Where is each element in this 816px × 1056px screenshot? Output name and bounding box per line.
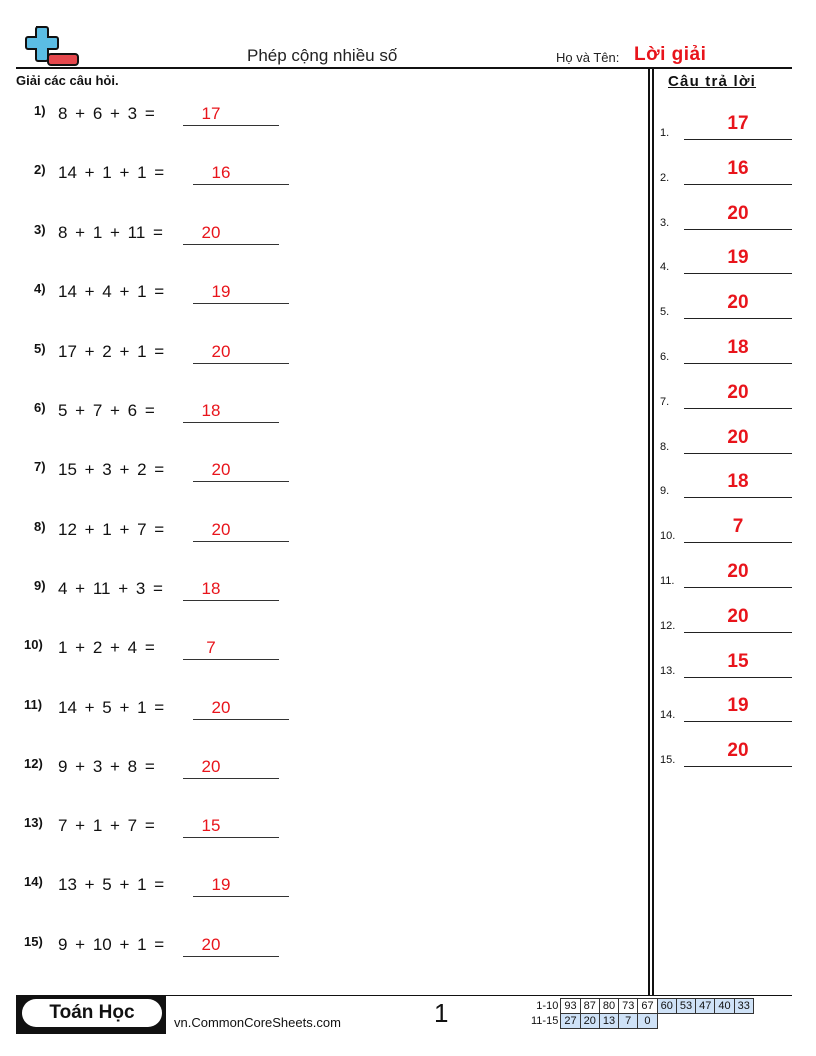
answer-blank[interactable] (193, 481, 289, 482)
answer-line[interactable] (684, 363, 792, 364)
answer-number: 10. (660, 530, 676, 543)
score-row (528, 1014, 753, 1029)
answer-value: 19 (727, 247, 749, 269)
answer-line[interactable] (684, 721, 792, 722)
score-cell: 40 (715, 999, 734, 1014)
answer-blank[interactable] (193, 303, 289, 304)
answer-row (660, 337, 795, 371)
answer-value: 20 (727, 561, 749, 582)
score-row (528, 999, 753, 1014)
problem-expression: 1 + 2 + 4 = (58, 638, 155, 657)
score-row-label: 1-10 (536, 1000, 559, 1012)
answer-row (660, 561, 795, 595)
problem-number: 13) (24, 815, 43, 830)
answer-blank[interactable] (193, 184, 289, 185)
column-divider (652, 69, 654, 995)
problem-number: 8) (34, 519, 46, 534)
answer-blank[interactable] (193, 363, 289, 364)
answer-row (660, 113, 795, 147)
score-cell: 27 (561, 1014, 580, 1029)
header-divider (16, 67, 792, 69)
answer-value: 19 (727, 695, 749, 717)
score-cell: 60 (657, 999, 676, 1014)
answer-line[interactable] (684, 766, 792, 767)
answer-value: 20 (727, 202, 749, 224)
answer-blank[interactable] (183, 956, 279, 957)
answer-number: 4. (660, 261, 670, 274)
name-value: Lời giải (634, 44, 707, 65)
score-cell: 67 (638, 999, 657, 1014)
problem-answer: 20 (201, 223, 221, 242)
problem-answer: 19 (211, 282, 231, 301)
answer-blank[interactable] (183, 244, 279, 245)
problem-answer: 7 (206, 638, 216, 657)
answer-blank[interactable] (193, 896, 289, 897)
answer-number: 14. (660, 709, 676, 722)
column-divider (648, 69, 650, 995)
score-table (528, 998, 754, 1029)
answer-blank[interactable] (183, 600, 279, 601)
answer-row (660, 426, 795, 461)
problem-expression: 8 + 1 + 11 = (58, 223, 163, 242)
problem-answer: 16 (211, 163, 231, 182)
problem-number: 11) (24, 697, 43, 712)
score-cell: 47 (696, 999, 715, 1014)
answer-value: 20 (727, 381, 749, 403)
instructions: Giải các câu hỏi. (16, 73, 119, 88)
answer-value: 20 (727, 426, 749, 448)
answer-value: 15 (727, 650, 749, 672)
footer-brand: Toán Học (49, 1002, 135, 1023)
answer-number: 2. (660, 171, 670, 184)
answer-number: 12. (660, 619, 676, 632)
problem-expression: 14 + 5 + 1 = (58, 698, 165, 717)
problem-expression: 12 + 1 + 7 = (58, 520, 165, 539)
answer-line[interactable] (684, 229, 792, 230)
problem-expression: 4 + 11 + 3 = (58, 579, 163, 598)
worksheet-title: Phép cộng nhiều số (247, 46, 398, 65)
problem-answer: 20 (211, 698, 231, 717)
answer-line[interactable] (684, 453, 792, 454)
answer-blank[interactable] (183, 837, 279, 838)
answer-value: 18 (727, 337, 749, 358)
score-cell: 0 (638, 1014, 657, 1029)
answer-number: 8. (660, 440, 670, 453)
answer-row (660, 650, 795, 685)
problem-answer: 17 (201, 104, 221, 123)
score-cell: 13 (599, 1014, 618, 1029)
answer-row (660, 516, 795, 550)
answer-row (660, 157, 795, 192)
problem-expression: 13 + 5 + 1 = (58, 875, 165, 894)
name-label: Họ và Tên: (556, 50, 620, 65)
problem-expression: 5 + 7 + 6 = (58, 401, 155, 420)
answer-line[interactable] (684, 408, 792, 409)
problem-expression: 8 + 6 + 3 = (58, 104, 155, 123)
answer-value: 20 (727, 605, 749, 627)
problem-expression: 17 + 2 + 1 = (58, 342, 165, 361)
problem-answer: 20 (201, 757, 221, 776)
problem-expression: 9 + 3 + 8 = (58, 757, 155, 776)
problem-number: 5) (34, 341, 46, 356)
problem-expression: 15 + 3 + 2 = (58, 460, 165, 479)
answer-value: 17 (727, 113, 749, 134)
footer-url[interactable]: vn.CommonCoreSheets.com (174, 1015, 341, 1030)
plus-minus-logo-icon (24, 25, 80, 67)
score-cell: 93 (561, 999, 580, 1014)
answer-line[interactable] (684, 273, 792, 274)
answer-number: 11. (660, 575, 675, 587)
answer-blank[interactable] (183, 659, 279, 660)
problem-answer: 18 (201, 579, 221, 598)
answer-row (660, 471, 795, 505)
answer-value: 16 (727, 157, 749, 179)
score-cell: 87 (580, 999, 599, 1014)
answer-line[interactable] (684, 497, 792, 498)
score-row-label: 11-15 (531, 1015, 559, 1027)
problem-number: 10) (24, 637, 43, 652)
answer-row (660, 381, 795, 416)
score-cell: 20 (580, 1014, 599, 1029)
answer-number: 13. (660, 664, 676, 677)
problem-number: 9) (34, 578, 46, 593)
problem-number: 15) (24, 934, 43, 949)
problem-answer: 20 (201, 935, 221, 954)
answer-line[interactable] (684, 542, 792, 543)
problem-expression: 7 + 1 + 7 = (58, 816, 155, 835)
problem-number: 12) (24, 756, 43, 771)
answer-value: 18 (727, 471, 749, 493)
answer-line[interactable] (684, 184, 792, 185)
problem-answer: 15 (201, 816, 221, 835)
problem-answer: 18 (201, 401, 221, 420)
answer-row (660, 605, 795, 640)
answer-line[interactable] (684, 677, 792, 678)
problem-answer: 20 (211, 520, 231, 539)
answer-value: 7 (732, 516, 744, 538)
problem-answer: 20 (211, 342, 231, 361)
answer-blank[interactable] (193, 541, 289, 542)
answer-blank[interactable] (183, 422, 279, 423)
problem-number: 1) (34, 103, 46, 118)
answer-number: 7. (660, 395, 670, 408)
problem-answer: 19 (211, 875, 231, 894)
answer-row (660, 247, 795, 281)
problem-number: 3) (34, 222, 46, 237)
score-cell: 80 (599, 999, 618, 1014)
problem-answer: 20 (211, 460, 231, 479)
answer-row (660, 292, 795, 326)
answer-value: 20 (727, 292, 749, 314)
answer-line[interactable] (684, 139, 792, 140)
answer-value: 20 (727, 740, 749, 762)
score-cell: 7 (619, 1014, 638, 1029)
answer-blank[interactable] (183, 778, 279, 779)
answer-number: 6. (660, 351, 670, 363)
problem-number: 4) (34, 281, 46, 296)
answer-line[interactable] (684, 587, 792, 588)
answer-row (660, 695, 795, 729)
answer-number: 15. (660, 754, 676, 767)
answer-blank[interactable] (193, 719, 289, 720)
score-cell: 53 (676, 999, 695, 1014)
score-cell: 33 (734, 999, 753, 1014)
score-cell: 73 (619, 999, 638, 1014)
answer-number: 5. (660, 306, 670, 319)
answer-number: 1. (660, 127, 670, 139)
answer-row (660, 740, 795, 774)
problem-number: 2) (34, 162, 46, 177)
problem-expression: 14 + 1 + 1 = (58, 163, 165, 182)
answer-number: 9. (660, 485, 670, 498)
answer-blank[interactable] (183, 125, 279, 126)
answer-line[interactable] (684, 632, 792, 633)
problem-expression: 14 + 4 + 1 = (58, 282, 165, 301)
problem-number: 14) (24, 874, 43, 889)
answer-number: 3. (660, 216, 670, 229)
answer-line[interactable] (684, 318, 792, 319)
answers-header: Câu trả lời (668, 73, 757, 90)
problem-number: 7) (34, 459, 46, 474)
answer-row (660, 202, 795, 237)
page-number: 1 (434, 998, 449, 1028)
problem-number: 6) (34, 400, 46, 415)
problem-expression: 9 + 10 + 1 = (58, 935, 165, 954)
